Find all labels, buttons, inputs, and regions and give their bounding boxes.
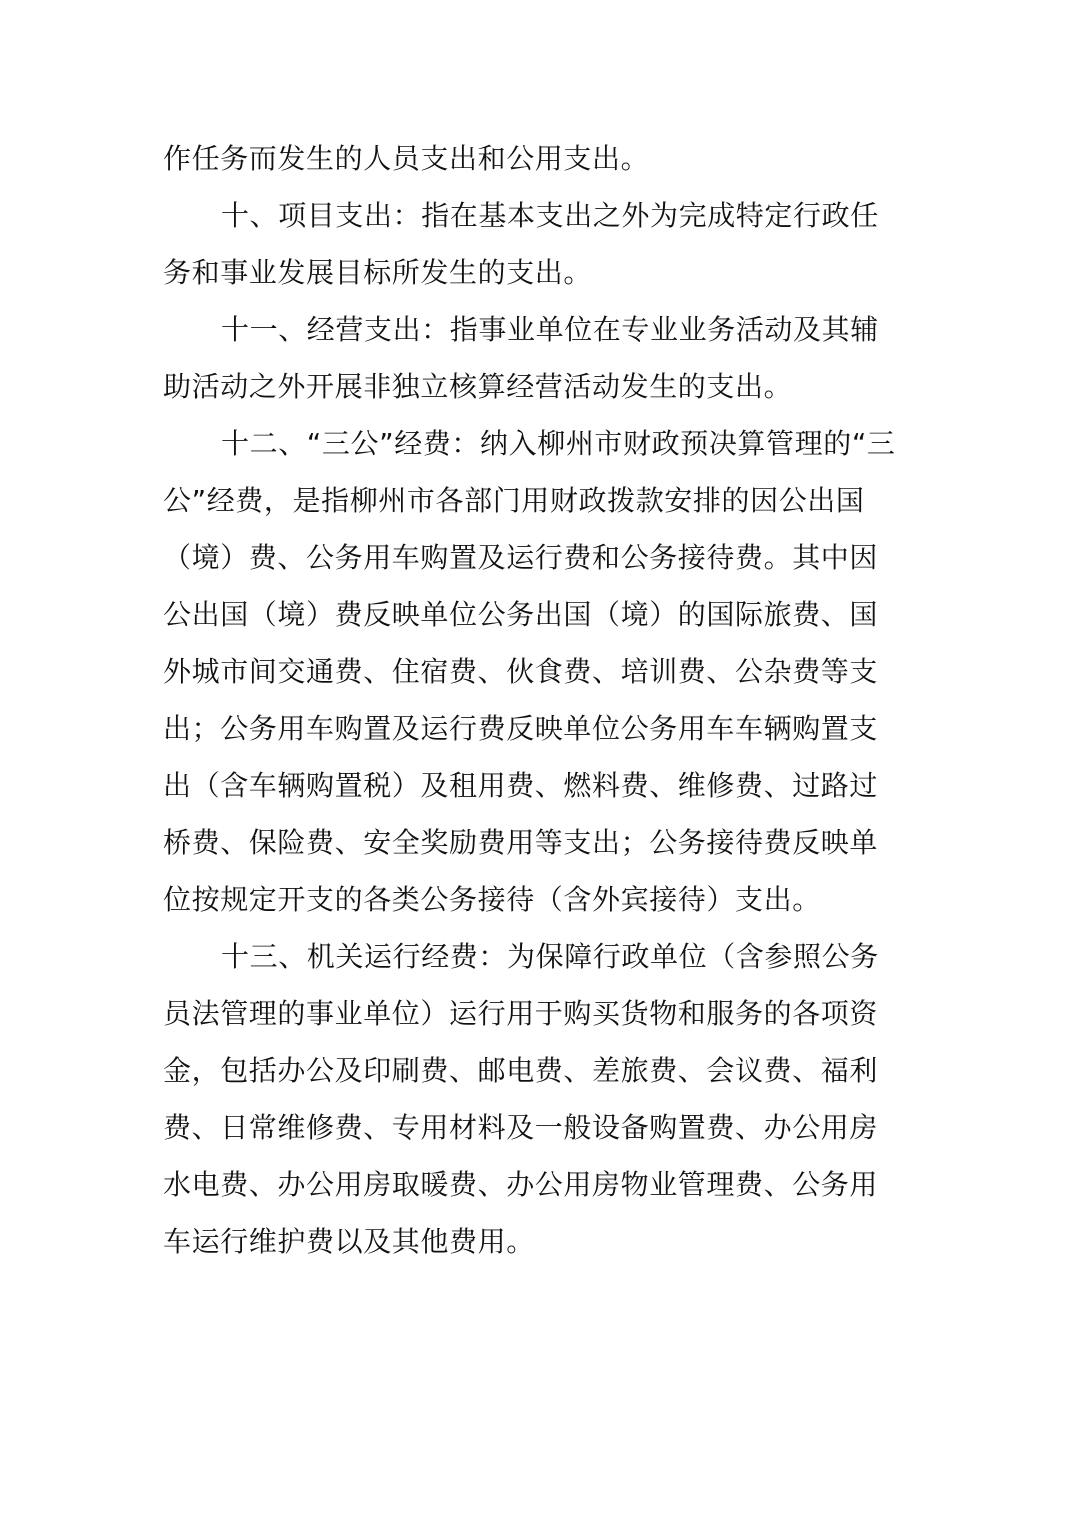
text-line: 水电费、办公用房取暖费、办公用房物业管理费、公务用 [163,1168,879,1201]
document-page [163,130,915,1270]
text-line: （境）费、公务用车购置及运行费和公务接待费。其中因 [163,541,879,574]
text-line: 车运行维护费以及其他费用。 [163,1225,535,1258]
text-line: 员法管理的事业单位）运行用于购买货物和服务的各项资 [163,997,879,1030]
text-line: 十三、机关运行经费：为保障行政单位（含参照公务 [221,940,879,973]
text-line: 公出国（境）费反映单位公务出国（境）的国际旅费、国 [163,598,879,631]
text-line: 作任务而发生的人员支出和公用支出。 [163,142,650,175]
text-line: 外城市间交通费、住宿费、伙食费、培训费、公杂费等支 [163,655,879,688]
text-line: 十一、经营支出：指事业单位在专业业务活动及其辅 [221,313,879,346]
text-line: 十二、“三公”经费：纳入柳州市财政预决算管理的“三 [221,427,896,460]
text-line: 出（含车辆购置税）及租用费、燃料费、维修费、过路过 [163,769,879,802]
text-line: 助活动之外开展非独立核算经营活动发生的支出。 [163,370,793,403]
text-line: 位按规定开支的各类公务接待（含外宾接待）支出。 [163,883,821,916]
text-line: 务和事业发展目标所发生的支出。 [163,256,593,289]
text-line: 费、日常维修费、专用材料及一般设备购置费、办公用房 [163,1111,879,1144]
text-line: 出；公务用车购置及运行费反映单位公务用车车辆购置支 [163,712,879,745]
text-line: 十、项目支出：指在基本支出之外为完成特定行政任 [221,199,879,232]
text-line: 金，包括办公及印刷费、邮电费、差旅费、会议费、福利 [163,1054,879,1087]
text-line: 桥费、保险费、安全奖励费用等支出；公务接待费反映单 [163,826,879,859]
text-line: 公”经费，是指柳州市各部门用财政拨款安排的因公出国 [163,484,865,517]
